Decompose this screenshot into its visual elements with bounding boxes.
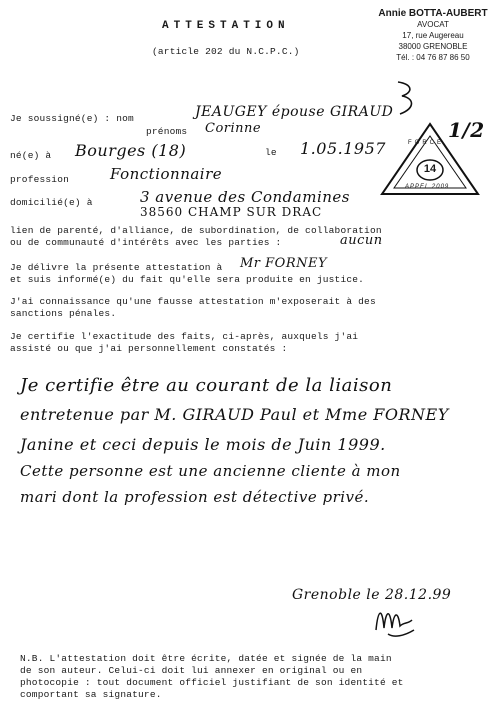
lawyer-name: Annie BOTTA-AUBERT (378, 8, 488, 19)
statement-line5: mari dont la profession est détective privé. (20, 488, 370, 506)
statement-line4: Cette personne est une ancienne cliente à mon (20, 462, 401, 480)
lawyer-stamp (368, 8, 498, 63)
prenoms-label: prénoms (146, 126, 188, 137)
delivre-value: Mr FORNEY (240, 256, 328, 271)
birth-place-label: né(e) à (10, 150, 52, 161)
profession-label: profession (10, 174, 70, 185)
birth-date-label: le (265, 147, 277, 158)
nb-line4: comportant sa signature. (20, 689, 162, 700)
statement-line3: Janine et ceci depuis le mois de Juin 1999. (20, 435, 386, 454)
soussigne-value: JEAUGEY épouse GIRAUD (195, 104, 394, 120)
statement-line1: Je certifie être au courant de la liaison (20, 375, 393, 396)
connaissance-line1: J'ai connaissance qu'une fausse attestation m'exposerait à des (10, 296, 376, 307)
lawyer-address-street: 17, rue Augereau (402, 31, 464, 40)
certifie-line1: Je certifie l'exactitude des faits, ci-après, auxquels j'ai (10, 331, 359, 342)
seal-top-text: FORCE (408, 140, 444, 146)
seal-number: 14 (423, 163, 437, 175)
seal-bottom-text: APPEL 2009 (405, 184, 450, 190)
lien-line2: ou de communauté d'intérêts avec les parties : (10, 237, 282, 248)
domicile-label: domicilié(e) à (10, 197, 93, 208)
nb-line3: photocopie : tout document officiel justifiant de son identité et (20, 677, 404, 688)
connaissance-line2: sanctions pénales. (10, 308, 117, 319)
statement-line2: entretenue par M. GIRAUD Paul et Mme FORNEY (20, 405, 449, 424)
lawyer-phone: Tél. : 04 76 87 86 50 (396, 53, 470, 62)
signature (370, 600, 420, 640)
page-mark: 1/2 (448, 118, 485, 142)
lien-line1: lien de parenté, d'alliance, de subordination, de collaboration (10, 225, 382, 236)
delivre-line2: et suis informé(e) du fait qu'elle sera produite en justice. (10, 274, 365, 285)
domicile-line2: 38560 CHAMP SUR DRAC (140, 205, 323, 219)
prenoms-value: Corinne (205, 121, 262, 136)
place-date: Grenoble le 28.12.99 (292, 587, 452, 603)
nb-line1: N.B. L'attestation doit être écrite, datée et signée de la main (20, 653, 392, 664)
lawyer-role: AVOCAT (417, 20, 449, 29)
document-subtitle: (article 202 du N.C.P.C.) (152, 46, 300, 57)
soussigne-label: Je soussigné(e) : nom (10, 113, 134, 124)
birth-place-value: Bourges (18) (75, 141, 187, 160)
nb-line2: de son auteur. Celui-ci doit lui annexer en original ou en (20, 665, 363, 676)
document-title: ATTESTATION (162, 20, 290, 32)
lawyer-address-city: 38000 GRENOBLE (398, 42, 468, 51)
birth-date-value: 1.05.1957 (300, 139, 386, 158)
certifie-line2: assisté ou que j'ai personnellement constatés : (10, 343, 288, 354)
profession-value: Fonctionnaire (110, 165, 223, 183)
domicile-line1: 3 avenue des Condamines (140, 188, 350, 206)
lien-value: aucun (340, 233, 383, 248)
delivre-line1: Je délivre la présente attestation à (10, 262, 223, 273)
handwritten-mark (392, 78, 422, 118)
